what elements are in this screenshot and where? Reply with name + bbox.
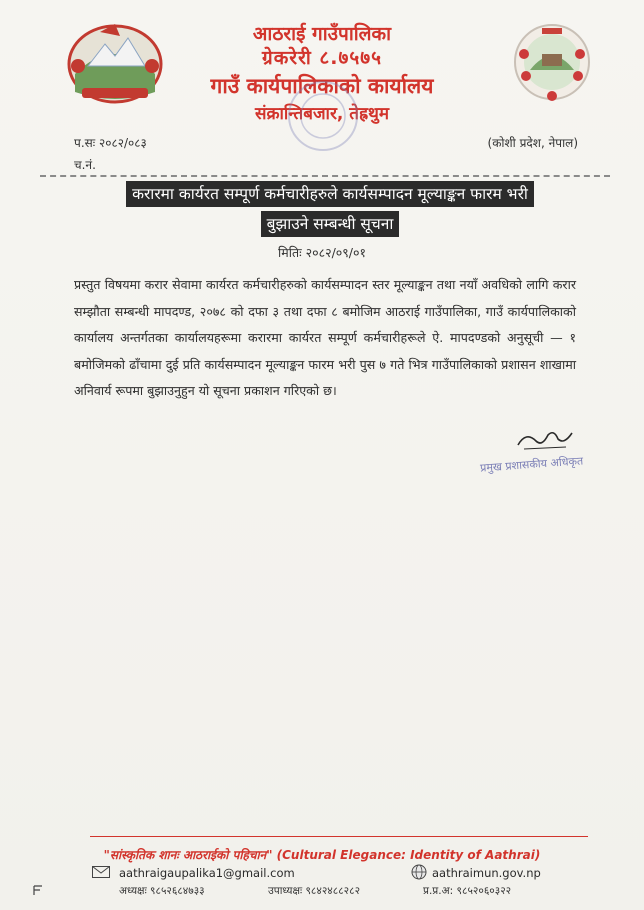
- footer-divider: [90, 836, 588, 837]
- notice-date: मितिः २०८२/०९/०१: [278, 245, 366, 260]
- dispatch-number: च.नं.: [74, 158, 96, 172]
- notice-title-line2: बुझाउने सम्बन्धी सूचना: [261, 211, 400, 237]
- contact-vice-chair: उपाध्यक्षः ९८४२४८८२८२: [268, 885, 361, 897]
- margin-mark-icon: [32, 884, 44, 896]
- municipality-name-alt: ग्रेकरेरी ८.७५७५: [261, 47, 382, 69]
- notice-body: प्रस्तुत विषयमा करार सेवामा कार्यरत कर्मचारीहरुको कार्यसम्पादन स्तर मूल्याङ्कन तथा नयाँ अवधिको लागि करार सम्झौता सम्बन्धी मापदण्ड, २०७८ को दफा ३ तथा दफा ८ बमोजिम आठराई गाउँपालिका, गाउँ कार्यपालिकाको कार्यालय अन्तर्गतका कार्यालयहरूमा करारमा कार्यरत सम्पूर्ण कर्मचारीहरूले ऐ. मापदण्डको अनुसूची — १ बमोजिमको ढाँचामा दुई प्रति कार्यसम्पादन मूल्याङ्कन फारम भरी पुस ७ गते भित्र गाउँपालिकाको प्रशासन शाखामा अनिवार्य रूपमा बुझाउनुहुन यो सूचना प्रकाशन गरिएको छ।: [74, 277, 576, 398]
- province-address: (कोशी प्रदेश, नेपाल): [487, 136, 578, 150]
- notice-title-line1: करारमा कार्यरत सम्पूर्ण कर्मचारीहरुले कार्यसम्पादन मूल्याङ्कन फारम भरी: [126, 181, 534, 207]
- header-divider: [40, 175, 610, 177]
- notice-title: [70, 181, 590, 237]
- office-stamp-icon: [283, 76, 363, 156]
- signatory-title: प्रमुख प्रशासकीय अधिकृत: [479, 454, 584, 475]
- office-name: गाउँ कार्यपालिकाको कार्यालय: [210, 74, 434, 98]
- municipality-name: आठराई गाउँपालिका: [252, 23, 392, 45]
- footer-website: aathraimun.gov.np: [432, 866, 541, 880]
- reference-number: प.सः २०८२/०८३: [74, 136, 147, 150]
- footer-slogan: "सांस्कृतिक शानः आठराईको पहिचान" (Cultural Elegance: Identity of Aathrai): [103, 848, 541, 862]
- signature-icon: [514, 425, 576, 453]
- globe-icon: [411, 864, 427, 880]
- contact-chairperson: अध्यक्षः ९८५२६८४७३३: [119, 885, 205, 897]
- footer-email: aathraigaupalika1@gmail.com: [119, 866, 295, 880]
- contact-cao: प्र.प्र.अ: ९८५२०६०३२२: [423, 885, 512, 897]
- email-icon: [92, 866, 110, 878]
- office-location: संक्रान्तिबजार, तेह्रथुम: [254, 104, 390, 124]
